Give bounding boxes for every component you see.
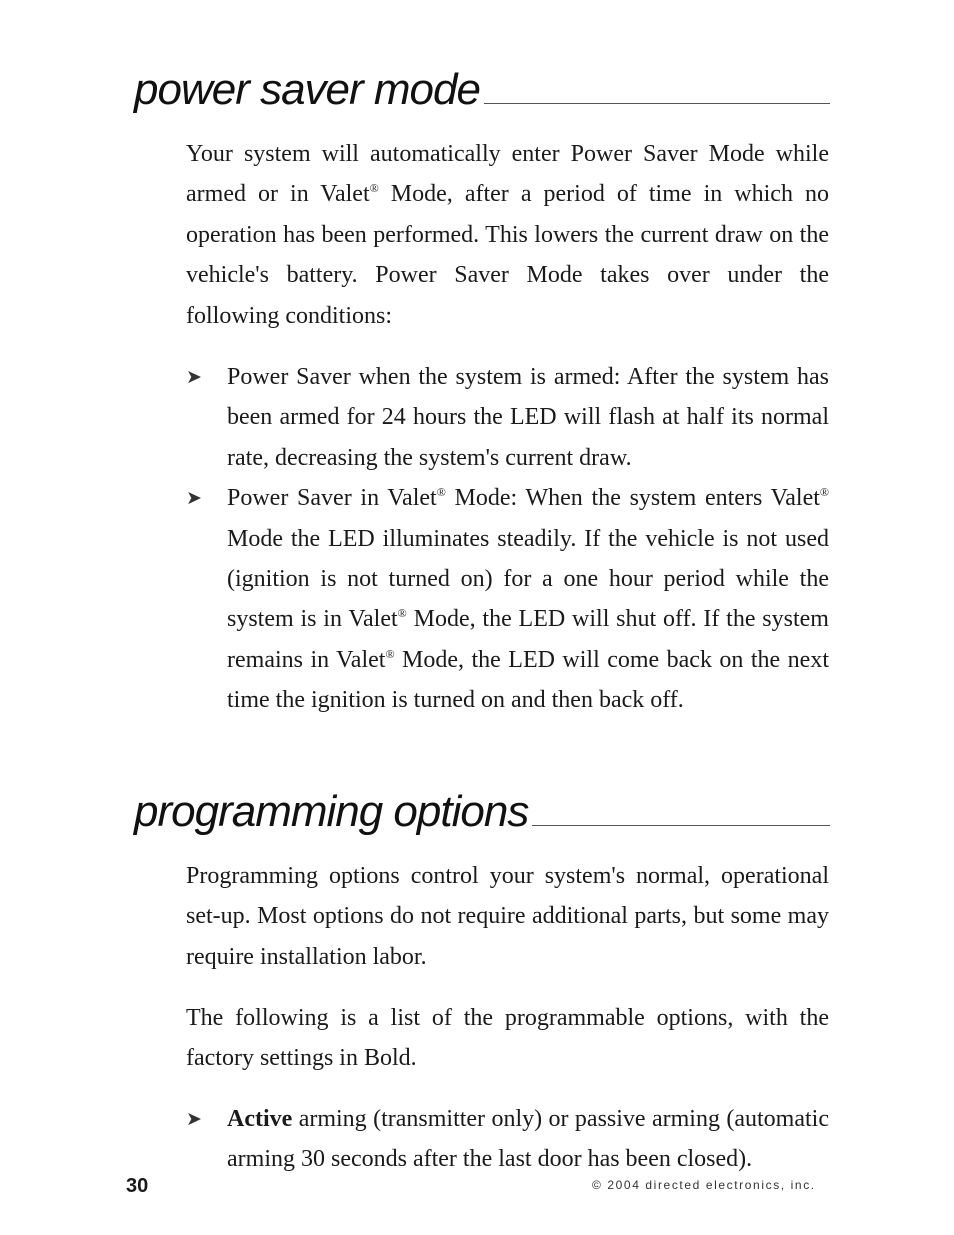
- programming-intro: Programming options control your system's normal, operational set-up. Most options do not require additional parts, but some may require installation labor.: [186, 863, 829, 970]
- registered-mark: ®: [397, 606, 407, 621]
- power-saver-intro: Your system will automatically enter Power Saver Mode while armed or in Valet® Mode, after a period of time in which no operation has been performed. This lowers the current draw on the vehicle's battery. Power Saver Mode takes over under the following conditions:: [186, 141, 829, 329]
- arrow-bullet-icon: ➤: [186, 1108, 202, 1130]
- copyright-notice: © 2004 directed electronics, inc.: [592, 1178, 816, 1192]
- registered-mark: ®: [436, 485, 446, 500]
- list-item-active-arming: ➤ Active arming (transmitter only) or passive arming (automatic arming 30 seconds after the last door has been closed).: [186, 1099, 829, 1180]
- page-number: 30: [126, 1175, 149, 1197]
- heading-power-saver-mode: power saver mode: [134, 68, 484, 112]
- registered-mark: ®: [369, 181, 379, 196]
- registered-mark: ®: [819, 485, 830, 500]
- factory-default-active: Active: [227, 1106, 293, 1132]
- section-heading-programming: [134, 781, 830, 836]
- power-saver-conditions-list: [186, 357, 829, 721]
- arrow-bullet-icon: ➤: [186, 487, 202, 510]
- registered-mark: ®: [385, 646, 395, 661]
- list-item-valet: ➤ Power Saver in Valet® Mode: When the system enters Valet® Mode the LED illuminates steadily. If the vehicle is not used (ignition is not turned on) for a one hour period while the system is in Valet® Mode, the LED will shut off. If the system remains in Valet® Mode, the LED will come back on the next time the ignition is turned on and then back off.: [186, 478, 829, 720]
- section-heading-power-saver: [134, 59, 830, 114]
- programming-options-list: [186, 1099, 829, 1180]
- arrow-bullet-icon: ➤: [186, 366, 202, 388]
- list-item-armed: ➤ Power Saver when the system is armed: After the system has been armed for 24 hours the LED will flash at half its normal rate, decreasing the system's current draw.: [186, 357, 829, 478]
- programming-list-intro: The following is a list of the programmable options, with the factory settings in Bold.: [186, 1005, 829, 1072]
- heading-programming-options: programming options: [134, 790, 532, 834]
